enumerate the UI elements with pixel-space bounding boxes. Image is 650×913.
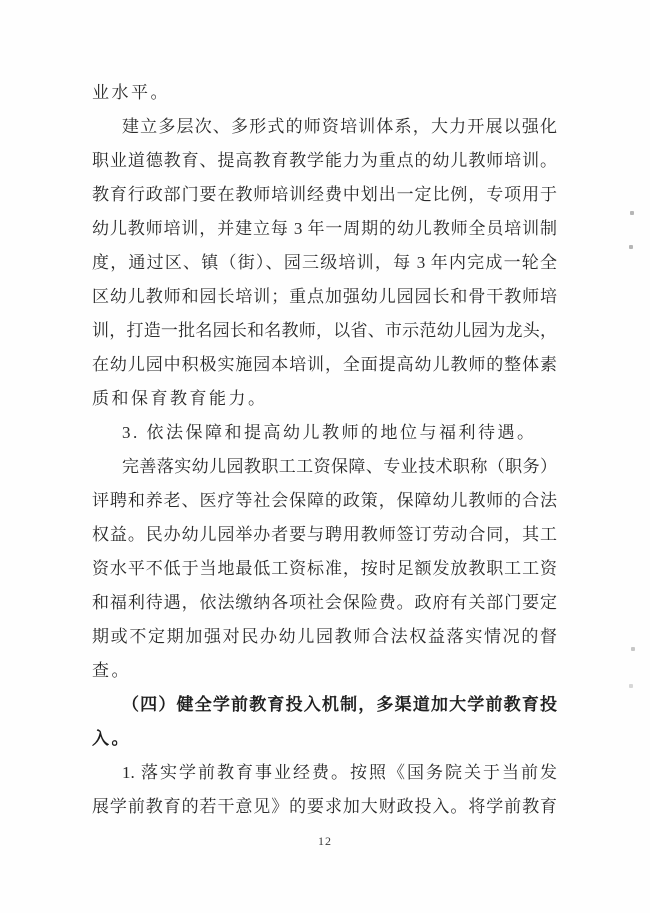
text-line: 完善落实幼儿园教职工工资保障、专业技术职称（职务）: [122, 457, 557, 476]
text-line: 入。: [92, 729, 131, 748]
text-line: 质和保育教育能力。: [92, 389, 268, 408]
scan-speck: [631, 647, 635, 651]
scan-speck: [629, 245, 633, 249]
text-line: 建立多层次、多形式的师资培训体系，大力开展以强化: [122, 117, 557, 136]
document-body: [92, 76, 557, 824]
page-number: 12: [318, 834, 332, 848]
text-line: 资水平不低于当地最低工资标准，按时足额发放教职工工资: [92, 559, 557, 578]
text-line: 在幼儿园中积极实施园本培训，全面提高幼儿教师的整体素: [92, 355, 557, 374]
scan-speck: [629, 684, 633, 688]
text-line: （四）健全学前教育投入机制，多渠道加大学前教育投: [122, 695, 557, 714]
text-line: 区幼儿教师和园长培训；重点加强幼儿园园长和骨干教师培: [92, 287, 557, 306]
text-line: 和福利待遇，依法缴纳各项社会保险费。政府有关部门要定: [92, 593, 557, 612]
text-line: 训，打造一批名园长和名教师，以省、市示范幼儿园为龙头，: [92, 321, 557, 340]
text-line: 1. 落实学前教育事业经费。按照《国务院关于当前发: [122, 763, 557, 782]
text-line: 权益。民办幼儿园举办者要与聘用教师签订劳动合同，其工: [92, 525, 557, 544]
text-line: 业水平。: [92, 83, 170, 102]
text-line: 3. 依法保障和提高幼儿教师的地位与福利待遇。: [122, 423, 537, 442]
text-line: 度，通过区、镇（街）、园三级培训，每 3 年内完成一轮全: [92, 253, 557, 272]
text-line: 展学前教育的若干意见》的要求加大财政投入。将学前教育: [92, 797, 557, 816]
text-line: 期或不定期加强对民办幼儿园教师合法权益落实情况的督: [92, 627, 557, 646]
scan-speck: [630, 211, 634, 215]
text-line: 幼儿教师培训，并建立每 3 年一周期的幼儿教师全员培训制: [92, 219, 557, 238]
text-line: 教育行政部门要在教师培训经费中划出一定比例，专项用于: [92, 185, 557, 204]
text-line: 查。: [92, 661, 131, 680]
text-line: 评聘和养老、医疗等社会保障的政策，保障幼儿教师的合法: [92, 491, 557, 510]
text-line: 职业道德教育、提高教育教学能力为重点的幼儿教师培训。: [92, 151, 557, 170]
